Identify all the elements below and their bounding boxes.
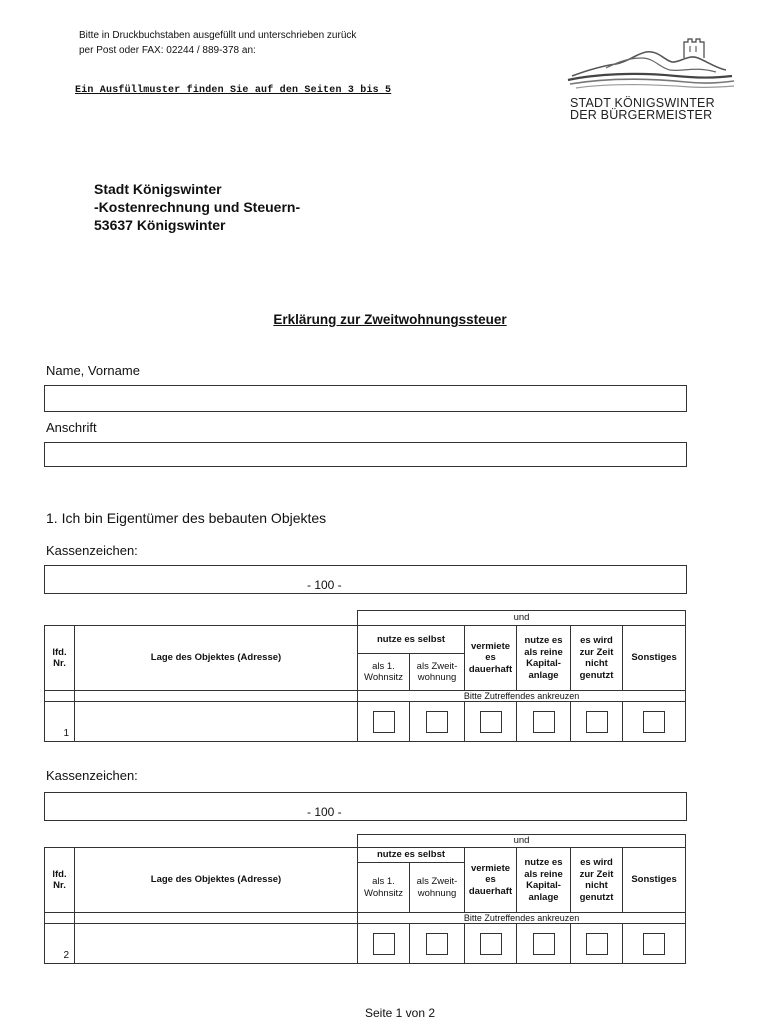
sonstiges-cell [623,702,686,742]
address-line-3: 53637 Königswinter [94,217,226,233]
zweitwohnung-header [410,654,465,691]
zweitwohnung-checkbox[interactable] [426,933,448,955]
nicht-line-1: es wird [580,857,613,868]
vermiete-line-3: dauerhaft [468,885,513,897]
city-logo-graphic [566,36,736,100]
vermiete-header [465,626,517,691]
und-header: und [358,611,686,626]
zweit-line-1: als Zweit- [416,876,458,887]
vermiete-checkbox[interactable] [480,711,502,733]
address-line-2: -Kostenrechnung und Steuern- [94,199,301,215]
vermiete-line-2: es [485,652,496,664]
nicht-line-1: es wird [580,635,613,646]
vermiete-cell [465,702,517,742]
erstwohnsitz-checkbox[interactable] [373,711,395,733]
erstwohnsitz-header [358,654,410,691]
lfd-nr-header [45,848,75,913]
kapitalanlage-checkbox[interactable] [533,933,555,955]
kapital-line-4: anlage [528,891,559,903]
nicht-genutzt-header [571,848,623,913]
vermiete-line-1: vermiete [470,640,511,652]
form-title: Erklärung zur Zweitwohnungssteuer [273,312,507,327]
row-number: 2 [45,924,75,964]
instruction-line-2: per Post oder FAX: 02244 / 889-378 an: [79,45,256,56]
nr-label: Nr. [53,658,66,669]
kapital-line-2: als reine [524,646,563,658]
ankreuzen-note: Bitte Zutreffendes ankreuzen [358,691,686,702]
lage-header: Lage des Objektes (Adresse) [75,626,358,691]
vermiete-line-1: vermiete [470,862,511,874]
ankreuzen-blank-1 [45,913,75,924]
zweitwohnung-cell [410,702,465,742]
nicht-line-3: nicht [585,658,608,669]
sonstiges-header: Sonstiges [623,626,686,691]
zweit-line-2: wohnung [417,887,457,899]
kassenzeichen-label-1: Kassenzeichen: [46,543,138,558]
kapital-line-3: Kapital- [526,880,561,891]
nicht-genutzt-checkbox[interactable] [586,933,608,955]
table-corner-blank [45,835,358,848]
nicht-line-4: genutzt [579,669,614,681]
lfd-label: lfd. [52,868,67,880]
zweitwohnung-checkbox[interactable] [426,711,448,733]
address-field-value [45,443,686,451]
zweitwohnung-header [410,863,465,913]
als1-line-1: als 1. [372,876,395,887]
row-number: 1 [45,702,75,742]
nicht-line-2: zur Zeit [579,868,614,880]
zweitwohnung-cell [410,924,465,964]
sonstiges-checkbox[interactable] [643,933,665,955]
address-line-1: Stadt Königswinter [94,181,222,197]
lage-input[interactable] [75,924,358,964]
vermiete-header [465,848,517,913]
table-corner-blank [45,611,358,626]
kassenzeichen-field-1[interactable] [44,565,687,594]
zweit-line-1: als Zweit- [416,660,458,672]
ankreuzen-blank-2 [75,913,358,924]
object-table-1 [44,610,686,742]
nutze-selbst-header: nutze es selbst [358,626,465,654]
lage-input[interactable] [75,702,358,742]
kassenzeichen-value-2: - 100 - [307,805,342,819]
instruction-line-1: Bitte in Druckbuchstaben ausgefüllt und unterschrieben zurück [79,30,357,41]
sonstiges-checkbox[interactable] [643,711,665,733]
kapitalanlage-cell [517,702,571,742]
lfd-label: lfd. [52,646,67,658]
kapital-line-1: nutze es [524,857,563,868]
nutze-selbst-header: nutze es selbst [358,848,465,863]
lage-header: Lage des Objektes (Adresse) [75,848,358,913]
city-name: STADT KÖNIGSWINTER [570,96,715,110]
name-label: Name, Vorname [46,363,140,378]
mayor-title: DER BÜRGERMEISTER [570,108,713,122]
page-number: Seite 1 von 2 [364,1006,436,1020]
address-label: Anschrift [46,420,97,435]
kassenzeichen-value-1: - 100 - [307,578,342,592]
nicht-line-3: nicht [585,880,608,891]
nicht-genutzt-checkbox[interactable] [586,711,608,733]
erstwohnsitz-cell [358,924,410,964]
und-header: und [358,835,686,848]
sample-note: Ein Ausfüllmuster finden Sie auf den Seiten 3 bis 5 [75,85,392,96]
table-row [45,702,686,742]
kapitalanlage-header [517,848,571,913]
kapitalanlage-header [517,626,571,691]
als1-line-1: als 1. [372,660,395,672]
ankreuzen-blank-2 [75,691,358,702]
object-table-2 [44,834,686,964]
zweit-line-2: wohnung [417,672,457,683]
nicht-genutzt-cell [571,702,623,742]
kapital-line-1: nutze es [524,635,563,646]
kapital-line-2: als reine [524,868,563,880]
nr-label: Nr. [53,880,66,891]
nicht-line-4: genutzt [579,891,614,903]
ankreuzen-note: Bitte Zutreffendes ankreuzen [358,913,686,924]
name-field[interactable] [44,385,687,412]
vermiete-line-3: dauerhaft [468,663,513,675]
name-field-value [45,386,686,396]
als1-line-2: Wohnsitz [364,887,403,899]
vermiete-line-2: es [485,874,496,886]
table-row [45,924,686,964]
vermiete-cell [465,924,517,964]
sonstiges-header: Sonstiges [623,848,686,913]
nicht-line-2: zur Zeit [579,646,614,658]
erstwohnsitz-header [358,863,410,913]
kapitalanlage-cell [517,924,571,964]
kapital-line-3: Kapital- [526,658,561,669]
lfd-nr-header [45,626,75,691]
kapitalanlage-checkbox[interactable] [533,711,555,733]
nicht-genutzt-header [571,626,623,691]
als1-line-2: Wohnsitz [364,672,403,683]
section-1-heading: 1. Ich bin Eigentümer des bebauten Objektes [46,510,327,526]
erstwohnsitz-cell [358,702,410,742]
address-field[interactable] [44,442,687,467]
city-logo [566,36,736,100]
kapital-line-4: anlage [528,669,559,681]
kassenzeichen-label-2: Kassenzeichen: [46,768,138,783]
ankreuzen-blank-1 [45,691,75,702]
nicht-genutzt-cell [571,924,623,964]
erstwohnsitz-checkbox[interactable] [373,933,395,955]
sonstiges-cell [623,924,686,964]
kassenzeichen-field-2[interactable] [44,792,687,821]
vermiete-checkbox[interactable] [480,933,502,955]
